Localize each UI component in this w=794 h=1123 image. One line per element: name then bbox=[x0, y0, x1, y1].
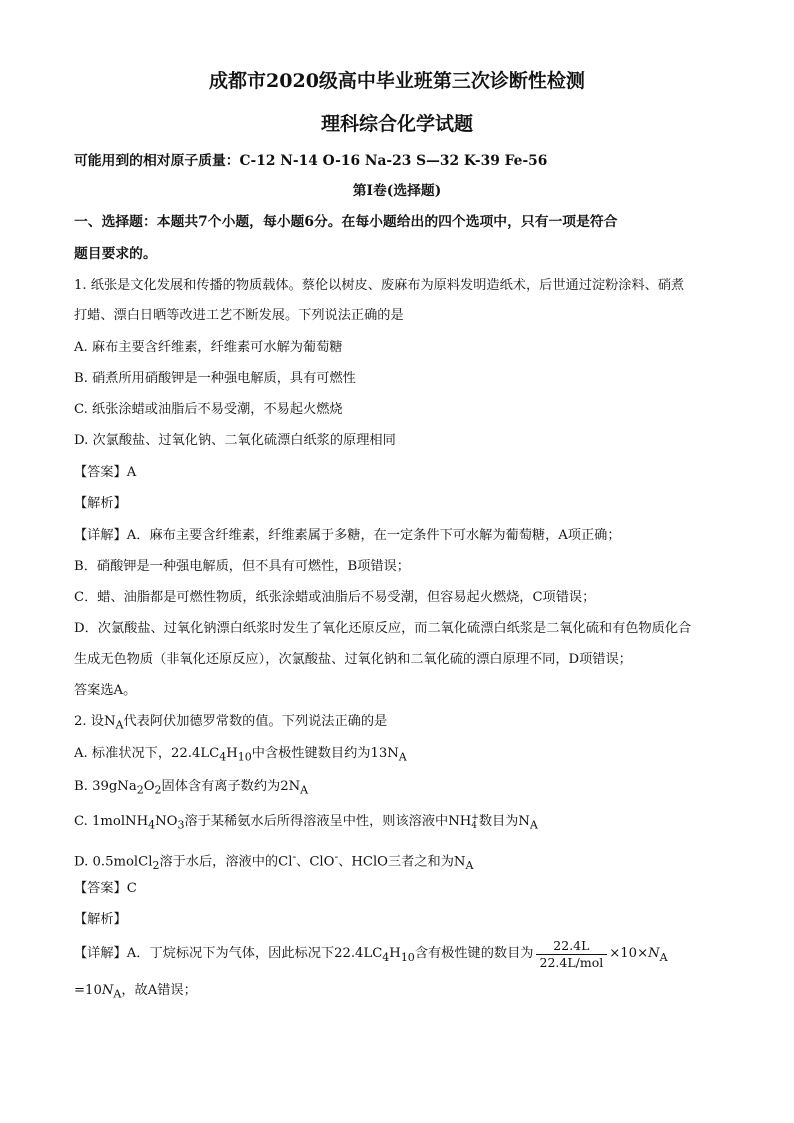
q2-analysis: 【解析】 bbox=[74, 912, 127, 927]
q1-detail-1: 【详解】A．麻布主要含纤维素，纤维素属于多糖，在一定条件下可水解为葡萄糖，A项正确； bbox=[74, 528, 621, 543]
volume-heading: 第Ⅰ卷(选择题) bbox=[352, 183, 442, 199]
q1-analysis: 【解析】 bbox=[74, 496, 127, 511]
q1-option-d: D. 次氯酸盐、过氧化钠、二氧化硫漂白纸浆的原理相同 bbox=[74, 433, 396, 448]
section-instructions-1: 一、选择题：本题共7个小题，每小题6分。在每小题给出的四个选项中，只有一项是符合 bbox=[74, 214, 618, 230]
q1-detail-3: C．蜡、油脂都是可燃性物质，纸张涂蜡或油脂后不易受潮，但容易起火燃烧，C项错误； bbox=[74, 590, 596, 605]
q2-detail-1: 【详解】A．丁烷标况下为气体，因此标况下$22.4LC_4H_{10}$含有极性键的数目为 $\frac{22.4L}{\text{22.4L/mol}}$ $\times 10\times N_A$ bbox=[74, 937, 668, 970]
q1-option-c: C. 纸张涂蜡或油脂后不易受潮，不易起火燃烧 bbox=[74, 402, 343, 417]
q1-detail-4: D．次氯酸盐、过氧化钠漂白纸浆时发生了氧化还原反应，而二氧化硫漂白纸浆是二氧化硫和有色物质化合 bbox=[74, 621, 692, 636]
q1-stem-1: 1. 纸张是文化发展和传播的物质载体。蔡伦以树皮、废麻布为原料发明造纸术，后世通过淀粉涂料、硝煮 bbox=[74, 278, 685, 293]
q1-stem-2: 打蜡、漂白日晒等改进工艺不断发展。下列说法正确的是 bbox=[74, 308, 404, 323]
page-subtitle: 理科综合化学试题 bbox=[320, 113, 473, 135]
ammonium-ion: NH + 4 bbox=[448, 812, 479, 831]
q1-detail-6: 答案选A。 bbox=[74, 683, 137, 698]
molar-fraction: $\frac{22.4L}{\text{22.4L/mol}}$ bbox=[536, 938, 608, 971]
q1-detail-2: B．硝酸钾是一种强电解质，但不具有可燃性，B项错误； bbox=[74, 559, 410, 574]
q1-option-a: A. 麻布主要含纤维素，纤维素可水解为葡萄糖 bbox=[74, 340, 343, 355]
q2-stem: 2. 设$N_A$代表阿伏加德罗常数的值。下列说法正确的是 bbox=[74, 714, 388, 732]
q2-option-b: B. $39gNa_2O_2$固体含有离子数约为$2N_A$ bbox=[74, 779, 309, 797]
q1-option-b: B. 硝煮所用硝酸钾是一种强电解质，具有可燃性 bbox=[74, 371, 356, 386]
q1-detail-5: 生成无色物质（非氧化还原反应），次氯酸盐、过氧化钠和二氧化硫的漂白原理不同，D项错误； bbox=[74, 652, 632, 667]
q2-option-d: D. 0.5molCl$_2$溶于水后，溶液中的Cl-、ClO-、HClO三者之和为$N_A$ bbox=[74, 850, 474, 873]
q2-detail-2: $=10N_A$，故A错误； bbox=[74, 983, 197, 1001]
q2-option-c: C. $1molNH_4NO_3$溶于某稀氨水后所得溶液呈中性，则该溶液中NH + 4 数目为$N_A$ bbox=[74, 812, 538, 832]
section-instructions-2: 题目要求的。 bbox=[74, 246, 157, 262]
q1-answer: 【答案】A bbox=[74, 465, 137, 480]
q2-option-a: A. 标准状况下，$22.4LC_4H_{10}$中含极性键数目约为$13N_A$ bbox=[74, 746, 407, 764]
q2-answer: 【答案】C bbox=[74, 881, 137, 896]
page-title: 成都市2020级高中毕业班第三次诊断性检测 bbox=[209, 70, 585, 92]
atomic-masses: 可能用到的相对原子质量：C-12 N-14 O-16 Na-23 S—32 K-39 Fe-56 bbox=[74, 153, 548, 169]
